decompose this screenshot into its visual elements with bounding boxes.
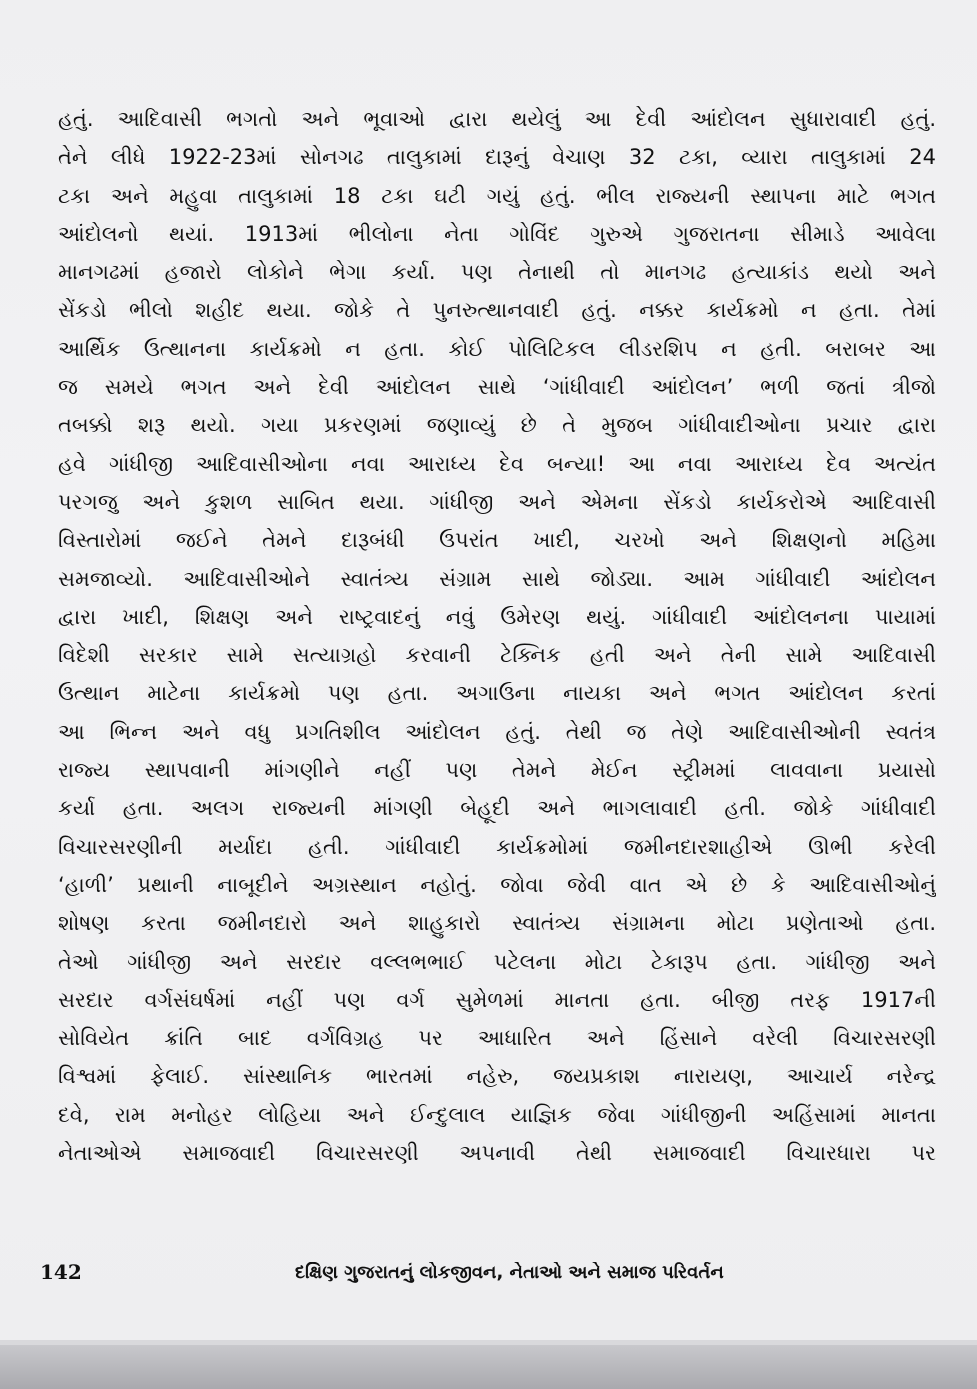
text-line: રાજ્ય સ્થાપવાની માંગણીને નહીં પણ તેમને મેઈન સ્ટ્રીમમાં લાવવાના પ્રયાસો bbox=[58, 758, 936, 783]
text-line: સેંકડો ભીલો શહીદ થયા. જોકે તે પુનરુત્થાનવાદી હતું. નક્કર કાર્યક્રમો ન હતા. તેમાં bbox=[58, 298, 936, 323]
text-line: માનગઢમાં હજારો લોકોને ભેગા કર્યા. પણ તેનાથી તો માનગઢ હત્યાકાંડ થયો અને bbox=[58, 260, 936, 285]
text-line: સમજાવ્યો. આદિવાસીઓને સ્વાતંત્ર્ય સંગ્રામ સાથે જોડ્યા. આમ ગાંધીવાદી આંદોલન bbox=[58, 566, 936, 591]
text-line: હવે ગાંધીજી આદિવાસીઓના નવા આરાધ્ય દેવ બન્યા! આ નવા આરાધ્ય દેવ અત્યંત bbox=[58, 451, 936, 476]
text-line: કર્યા હતા. અલગ રાજ્યની માંગણી બેહૂદી અને ભાગલાવાદી હતી. જોકે ગાંધીવાદી bbox=[58, 796, 936, 821]
text-line: વિચારસરણીની મર્યાદા હતી. ગાંધીવાદી કાર્યક્રમોમાં જમીનદારશાહીએ ઊભી કરેલી bbox=[58, 834, 936, 859]
text-line: આ ભિન્ન અને વધુ પ્રગતિશીલ આંદોલન હતું. તેથી જ તેણે આદિવાસીઓની સ્વતંત્ર bbox=[58, 719, 936, 744]
page-number: 142 bbox=[40, 1260, 82, 1284]
running-footer-title: દક્ષિણ ગુજરાતનું લોકજીવન, નેતાઓ અને સમાજ પરિવર્તન bbox=[295, 1262, 724, 1283]
text-line: સરદાર વર્ગસંઘર્ષમાં નહીં પણ વર્ગ સુમેળમાં માનતા હતા. બીજી તરફ 1917ની bbox=[58, 987, 936, 1012]
text-line: વિદેશી સરકાર સામે સત્યાગ્રહો કરવાની ટેક્નિક હતી અને તેની સામે આદિવાસી bbox=[58, 643, 936, 668]
text-line: વિશ્વમાં ફેલાઈ. સાંસ્થાનિક ભારતમાં નહેરુ, જયપ્રકાશ નારાયણ, આચાર્ય નરેન્દ્ર bbox=[58, 1064, 936, 1089]
text-line: નેતાઓએ સમાજવાદી વિચારસરણી અપનાવી તેથી સમાજવાદી વિચારધારા પર bbox=[58, 1141, 936, 1166]
text-line: ટકા અને મહુવા તાલુકામાં 18 ટકા ઘટી ગયું હતું. ભીલ રાજ્યની સ્થાપના માટે ભગત bbox=[58, 183, 936, 208]
text-line: તબક્કો શરૂ થયો. ગયા પ્રકરણમાં જણાવ્યું છે તે મુજબ ગાંધીવાદીઓના પ્રચાર દ્વારા bbox=[58, 413, 936, 438]
text-line: દવે, રામ મનોહર લોહિયા અને ઈન્દુલાલ યાજ્ઞિક જેવા ગાંધીજીની અહિંસામાં માનતા bbox=[58, 1102, 936, 1127]
text-line: આંદોલનો થયાં. 1913માં ભીલોના નેતા ગોવિંદ ગુરુએ ગુજરાતના સીમાડે આવેલા bbox=[58, 221, 936, 246]
text-line: પરગજુ અને કુશળ સાબિત થયા. ગાંધીજી અને એમના સેંકડો કાર્યકરોએ આદિવાસી bbox=[58, 489, 936, 514]
text-line: આર્થિક ઉત્થાનના કાર્યક્રમો ન હતા. કોઈ પોલિટિકલ લીડરશિપ ન હતી. બરાબર આ bbox=[58, 336, 936, 361]
text-line: હતું. આદિવાસી ભગતો અને ભૂવાઓ દ્વારા થયેલું આ દેવી આંદોલન સુધારાવાદી હતું. bbox=[58, 107, 936, 131]
text-line: દ્વારા ખાદી, શિક્ષણ અને રાષ્ટ્રવાદનું નવું ઉમેરણ થયું. ગાંધીવાદી આંદોલનના પાયામાં bbox=[58, 604, 936, 629]
text-line: ઉત્થાન માટેના કાર્યક્રમો પણ હતા. અગાઉના નાયકા અને ભગત આંદોલન કરતાં bbox=[58, 681, 936, 706]
text-line: શોષણ કરતા જમીનદારો અને શાહુકારો સ્વાતંત્ર્ય સંગ્રામના મોટા પ્રણેતાઓ હતા. bbox=[58, 911, 936, 936]
page-bottom-edge bbox=[0, 1345, 977, 1389]
body-text bbox=[58, 100, 936, 1172]
text-line: જ સમયે ભગત અને દેવી આંદોલન સાથે ‘ગાંધીવાદી આંદોલન’ ભળી જતાં ત્રીજો bbox=[58, 375, 936, 400]
text-line: તેને લીધે 1922-23માં સોનગઢ તાલુકામાં દારૂનું વેચાણ 32 ટકા, વ્યારા તાલુકામાં 24 bbox=[58, 145, 936, 170]
text-line: તેઓ ગાંધીજી અને સરદાર વલ્લભભાઈ પટેલના મોટા ટેકારૂપ હતા. ગાંધીજી અને bbox=[58, 949, 936, 974]
text-line: વિસ્તારોમાં જઈને તેમને દારૂબંધી ઉપરાંત ખાદી, ચરખો અને શિક્ષણનો મહિમા bbox=[58, 528, 936, 553]
text-line: ‘હાળી’ પ્રથાની નાબૂદીને અગ્રસ્થાન નહોતું. જોવા જેવી વાત એ છે કે આદિવાસીઓનું bbox=[58, 872, 936, 897]
text-line: સોવિયેત ક્રાંતિ બાદ વર્ગવિગ્રહ પર આધારિત અને હિંસાને વરેલી વિચારસરણી bbox=[58, 1026, 936, 1051]
